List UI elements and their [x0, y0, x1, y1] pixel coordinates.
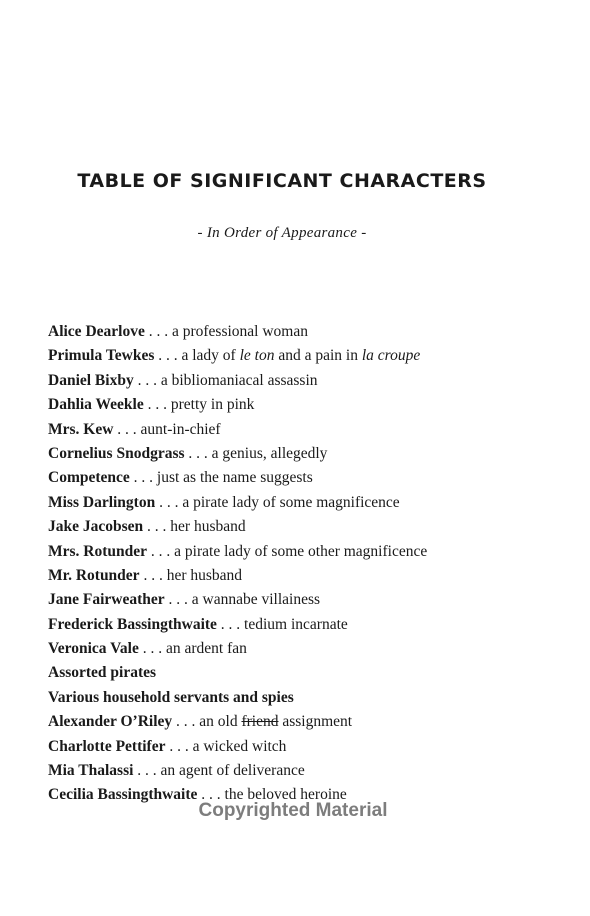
character-description: friend — [241, 713, 279, 731]
copyright-watermark: Copyrighted Material — [198, 800, 388, 821]
character-description: . . . an old — [172, 713, 242, 731]
character-name: Daniel Bixby — [48, 371, 134, 389]
character-description: . . . a wannabe villainess — [164, 591, 321, 609]
character-entry — [48, 393, 568, 417]
character-description: . . . a lady of — [154, 347, 240, 365]
character-description: la croupe — [361, 347, 421, 365]
character-description: . . . a professional woman — [144, 323, 308, 340]
character-description: . . . pretty in pink — [143, 396, 255, 414]
character-entry — [48, 466, 568, 490]
character-description: . . . an agent of deliverance — [133, 762, 305, 780]
character-name: Mrs. Kew — [48, 420, 114, 438]
character-entry — [48, 661, 568, 685]
character-entry — [48, 686, 568, 710]
character-description: . . . a pirate lady of some magnificence — [155, 493, 400, 511]
character-name: Cornelius Snodgrass — [48, 444, 185, 462]
character-entry — [48, 588, 568, 612]
character-description: . . . aunt-in-chief — [113, 420, 221, 438]
character-name: Alexander O’Riley — [48, 713, 173, 731]
character-name: Jane Fairweather — [48, 591, 165, 609]
character-entry — [48, 491, 568, 515]
character-name: Veronica Vale — [48, 640, 139, 658]
character-description: . . . a wicked witch — [165, 737, 287, 755]
character-description: . . . the beloved heroine — [197, 786, 347, 804]
character-description: . . . an ardent fan — [138, 640, 247, 658]
character-description: le ton — [239, 347, 275, 365]
character-name: Cecilia Bassingthwaite — [48, 786, 198, 804]
character-name: Frederick Bassingthwaite — [48, 615, 217, 633]
character-description: . . . tedium incarnate — [216, 615, 348, 633]
character-name: Dahlia Weekle — [48, 396, 144, 414]
character-entry — [48, 344, 568, 368]
character-description: . . . her husband — [143, 518, 246, 536]
character-name: Mia Thalassi — [48, 762, 134, 780]
character-name: Charlotte Pettifer — [48, 737, 166, 755]
character-name: Mr. Rotunder — [48, 566, 140, 584]
character-entry — [48, 418, 568, 442]
character-name: Mrs. Rotunder — [48, 542, 148, 560]
character-entry — [48, 369, 568, 393]
character-name: Various household servants and spies — [48, 688, 294, 706]
character-entry — [48, 320, 568, 344]
character-name: Competence — [48, 469, 130, 487]
character-name: Miss Darlington — [48, 493, 156, 511]
character-description: . . . a bibliomaniacal assassin — [133, 371, 318, 389]
character-entry — [48, 613, 568, 637]
character-entry — [48, 564, 568, 588]
character-entry — [48, 515, 568, 539]
character-name: Alice Dearlove — [48, 323, 145, 340]
character-entry — [48, 637, 568, 661]
character-name: Assorted pirates — [48, 664, 157, 682]
character-entry — [48, 710, 568, 734]
character-description: assignment — [278, 713, 353, 731]
character-entry — [48, 540, 568, 564]
character-entry — [48, 442, 568, 466]
character-list — [48, 320, 568, 808]
character-description: . . . a genius, allegedly — [184, 444, 328, 462]
character-name: Jake Jacobsen — [48, 518, 144, 536]
character-name: Primula Tewkes — [48, 347, 155, 365]
character-description: . . . a pirate lady of some other magnificence — [147, 542, 428, 560]
character-description: . . . her husband — [139, 566, 243, 584]
page-title: TABLE OF SIGNIFICANT CHARACTERS — [77, 170, 487, 192]
character-entry — [48, 759, 568, 783]
character-description: . . . just as the name suggests — [129, 469, 313, 487]
character-entry — [48, 735, 568, 759]
character-description: and a pain in — [274, 347, 362, 365]
page-subtitle: - In Order of Appearance - — [197, 225, 367, 241]
